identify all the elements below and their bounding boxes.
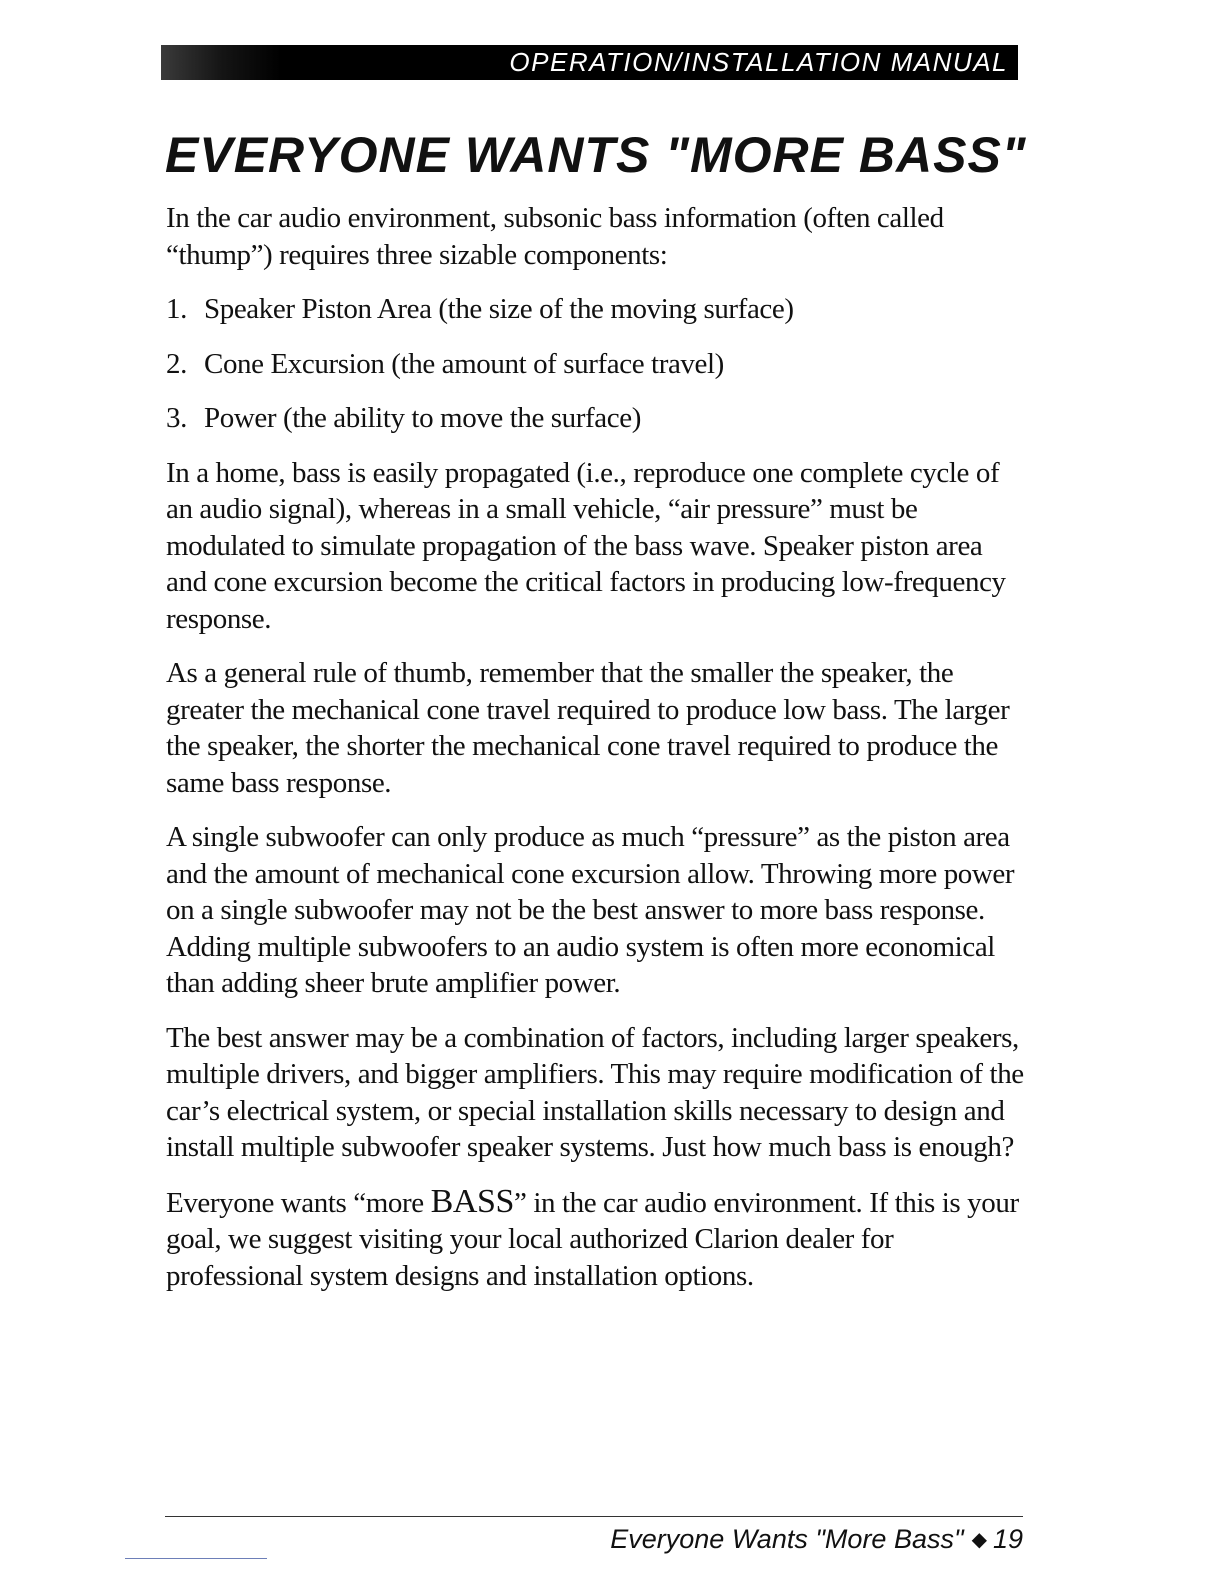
- components-list: [166, 291, 1026, 437]
- diamond-icon: ◆: [971, 1529, 987, 1551]
- closing-paragraph: [166, 1184, 1026, 1295]
- list-item: [166, 346, 1026, 383]
- scan-artifact-line: [125, 1558, 267, 1559]
- header-bar: [161, 45, 1018, 80]
- list-item-text: Cone Excursion (the amount of surface travel): [204, 347, 724, 380]
- list-item-number: 3.: [166, 402, 187, 434]
- header-title: OPERATION/INSTALLATION MANUAL: [509, 47, 1008, 77]
- list-item-text: Power (the ability to move the surface): [204, 402, 641, 434]
- list-item: [166, 400, 1026, 437]
- footer-section-title: Everyone Wants "More Bass": [610, 1524, 964, 1554]
- bass-emphasis: BASS: [430, 1182, 515, 1220]
- body-content: [166, 200, 1026, 1312]
- paragraph-rule-of-thumb: As a general rule of thumb, remember that the smaller the speaker, the greater the mechanical cone travel required to produce low bass. The larger the speaker, the shorter the mechanical cone travel required to produce the same bass response.: [166, 657, 1010, 799]
- paragraph-home-bass: In a home, bass is easily propagated (i.e., reproduce one complete cycle of an audio signal), whereas in a small vehicle, “air pressure” must be modulated to simulate propagation of the bass wave. Speaker piston area and cone excursion become the critical factors in producing low-frequency response.: [166, 456, 1006, 635]
- list-item-number: 1.: [166, 293, 187, 325]
- page-number: 19: [992, 1524, 1023, 1554]
- page-title: EVERYONE WANTS "MORE BASS": [165, 127, 1027, 183]
- list-item: [166, 291, 1026, 328]
- paragraph-single-subwoofer: A single subwoofer can only produce as much “pressure” as the piston area and the amount of mechanical cone excursion allow. Throwing more power on a single subwoofer may not be the best answer to more bass response. Adding multiple subwoofers to an audio system is often more economical than adding sheer brute amplifier power.: [166, 821, 1015, 999]
- paragraph-best-answer: The best answer may be a combination of factors, including larger speakers, multiple drivers, and bigger amplifiers. This may require modification of the car’s electrical system, or special installation skills necessary to design and install multiple subwoofer speaker systems. Just how much bass is enough?: [166, 1021, 1024, 1163]
- intro-paragraph: In the car audio environment, subsonic bass information (often called “thump”) requires three sizable components:: [166, 202, 944, 271]
- closing-text-start: Everyone wants “more: [166, 1186, 431, 1219]
- footer-divider: [165, 1516, 1023, 1517]
- list-item-text: Speaker Piston Area (the size of the moving surface): [204, 293, 794, 325]
- closing-text-end: ” in the car audio environment. If this is your goal, we suggest visiting your local authorized Clarion dealer for professional system designs and installation options.: [166, 1186, 1019, 1292]
- footer: [610, 1519, 1023, 1560]
- list-item-number: 2.: [166, 347, 187, 380]
